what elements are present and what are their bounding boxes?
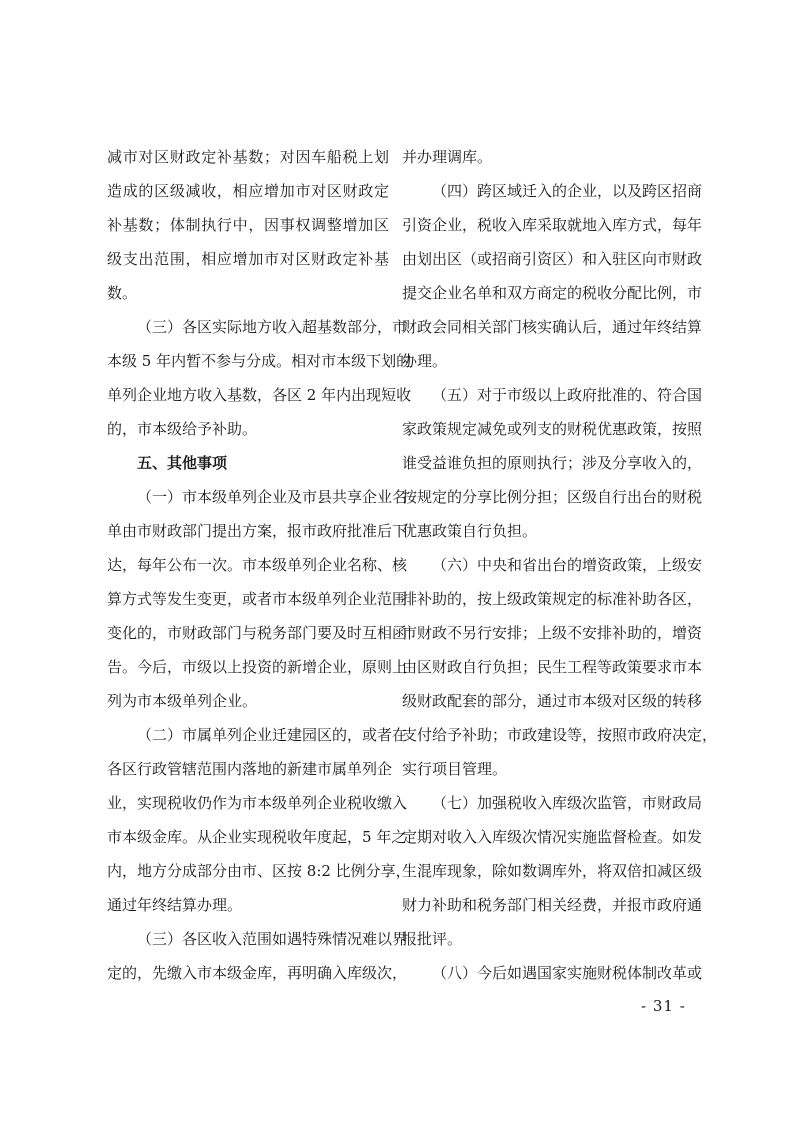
text-line: 按规定的分享比例分担；区级自行出台的财税 (402, 488, 703, 506)
text-line: 达，每年公布一次。市本级单列企业名称、核 (107, 556, 408, 574)
paragraph-first-line: （八）今后如遇国家实施财税体制改革或 (432, 964, 703, 982)
text-line: 单列企业地方收入基数，各区 2 年内出现短收 (107, 386, 412, 404)
text-line: 办理。 (402, 352, 448, 370)
text-line: 通过年终结算办理。 (107, 896, 243, 914)
text-line: 由划出区（或招商引资区）和入驻区向市财政 (402, 250, 703, 268)
text-line: 单由市财政部门提出方案，报市政府批准后下 (107, 522, 408, 540)
text-line: 由区财政自行负担；民生工程等政策要求市本 (402, 658, 703, 676)
text-line: 实行项目管理。 (402, 760, 508, 778)
text-line: 业，实现税收仍作为市本级单列企业税收缴入 (107, 794, 408, 812)
text-line: 支付给予补助；市政建设等，按照市政府决定， (402, 726, 718, 744)
text-line: 列为市本级单列企业。 (107, 692, 258, 710)
paragraph-first-line: （三）各区实际地方收入超基数部分，市 (137, 318, 408, 336)
text-line: 算方式等发生变更，或者市本级单列企业范围 (107, 590, 408, 608)
paragraph-first-line: （一）市本级单列企业及市县共享企业名 (137, 488, 408, 506)
text-line: 财政会同相关部门核实确认后，通过年终结算 (402, 318, 703, 336)
section-heading: 五、其他事项 (137, 454, 228, 472)
text-line: 减市对区财政定补基数；对因车船税上划 (107, 148, 389, 166)
text-line: 内，地方分成部分由市、区按 8:2 比例分享， (107, 862, 411, 880)
text-line: 的，市本级给予补助。 (107, 420, 258, 438)
text-line: 变化的，市财政部门与税务部门要及时互相函 (107, 624, 408, 642)
text-line: 本级 5 年内暂不参与分成。相对市本级下划的 (107, 352, 412, 370)
text-line: 各区行政管辖范围内落地的新建市属单列企 (107, 760, 393, 778)
text-line: 市本级金库。从企业实现税收年度起，5 年之 (107, 828, 407, 846)
text-line: 级支出范围，相应增加市对区财政定补基 (107, 250, 389, 268)
text-line: 市财政不另行安排；上级不安排补助的，增资 (402, 624, 703, 642)
paragraph-first-line: （二）市属单列企业迁建园区的，或者在 (137, 726, 408, 744)
text-line: 排补助的，按上级政策规定的标准补助各区， (402, 590, 703, 608)
text-line: 补基数；体制执行中，因事权调整增加区 (107, 216, 389, 234)
text-line: 级财政配套的部分，通过市本级对区级的转移 (402, 692, 703, 710)
paragraph-first-line: （五）对于市级以上政府批准的、符合国 (432, 386, 703, 404)
paragraph-first-line: （三）各区收入范围如遇特殊情况难以界 (137, 930, 408, 948)
text-line: 告。今后，市级以上投资的新增企业，原则上 (107, 658, 408, 676)
paragraph-first-line: （六）中央和省出台的增资政策，上级安 (432, 556, 703, 574)
text-line: 报批评。 (402, 930, 463, 948)
page-number: - 31 - (641, 997, 686, 1015)
text-line: 财力补助和税务部门相关经费，并报市政府通 (402, 896, 703, 914)
text-line: 家政策规定减免或列支的财税优惠政策，按照 (402, 420, 703, 438)
text-line: 提交企业名单和双方商定的税收分配比例，市 (402, 284, 703, 302)
text-line: 优惠政策自行负担。 (402, 522, 538, 540)
text-line: 并办理调库。 (402, 148, 493, 166)
text-line: 定的，先缴入市本级金库，再明确入库级次， (107, 964, 408, 982)
text-line: 造成的区级减收，相应增加市对区财政定 (107, 182, 389, 200)
paragraph-first-line: （四）跨区域迁入的企业，以及跨区招商 (432, 182, 703, 200)
text-line: 定期对收入入库级次情况实施监督检查。如发 (402, 828, 703, 846)
text-line: 谁受益谁负担的原则执行；涉及分享收入的， (402, 454, 703, 472)
text-line: 生混库现象，除如数调库外，将双倍扣减区级 (402, 862, 703, 880)
paragraph-first-line: （七）加强税收入库级次监管，市财政局 (432, 794, 703, 812)
text-line: 数。 (107, 284, 138, 302)
text-line: 引资企业，税收入库采取就地入库方式，每年 (402, 216, 703, 234)
